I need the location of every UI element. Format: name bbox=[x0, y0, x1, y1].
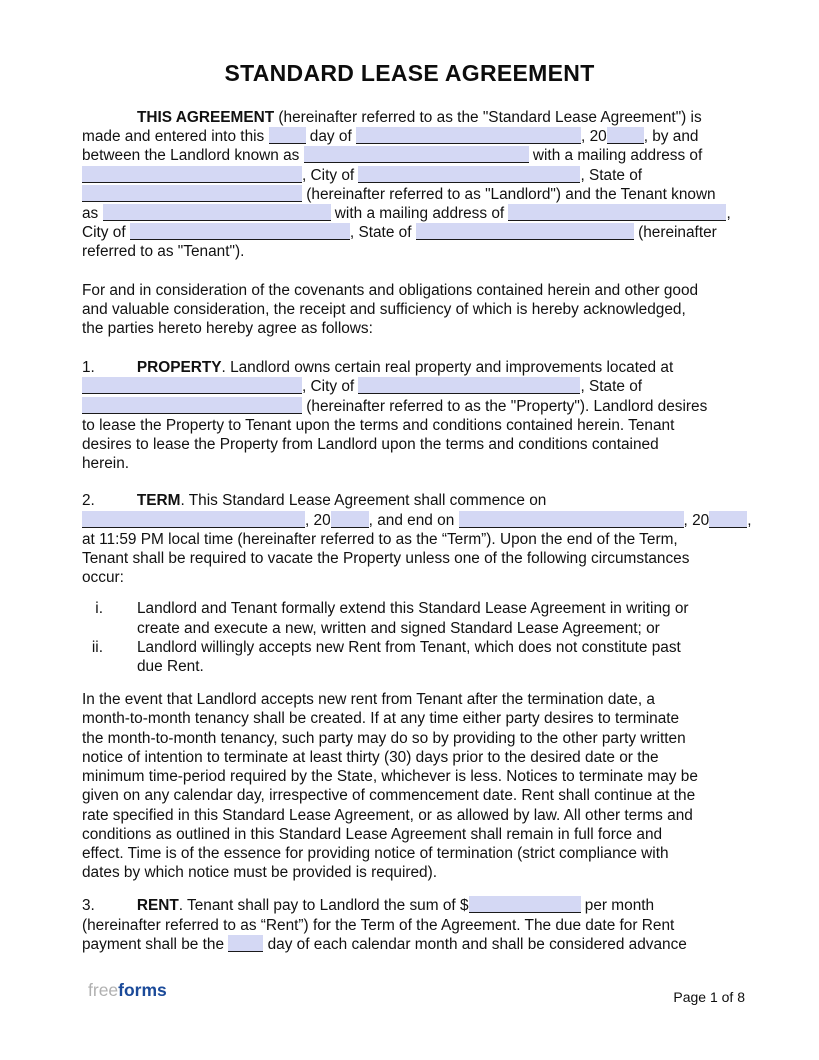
text-run: For and in consideration of the covenants and obligations contained herein and other good bbox=[82, 281, 699, 299]
text-run: minimum time-period required by the State, whichever is less. Notices to terminate may be bbox=[82, 768, 698, 786]
bold-text-run: THIS AGREEMENT bbox=[137, 109, 275, 126]
text-run: made and entered into this bbox=[82, 128, 269, 146]
text-line bbox=[82, 568, 778, 587]
text-run: with a mailing address of bbox=[528, 147, 703, 165]
text-run: . Tenant shall pay to Landlord the sum of $ bbox=[178, 897, 469, 915]
text-run: rate specified in this Standard Lease Agreement, or as allowed by law. All other terms and bbox=[82, 806, 693, 824]
text-line bbox=[82, 491, 778, 510]
text-line bbox=[82, 748, 778, 767]
fillable-blank-field[interactable] bbox=[469, 896, 581, 913]
text-line bbox=[82, 127, 778, 146]
paragraph-agreement-intro bbox=[82, 108, 778, 262]
text-run: occur: bbox=[82, 569, 124, 587]
list-item-text bbox=[137, 599, 689, 637]
term-conditions-list bbox=[82, 599, 778, 676]
text-run: herein. bbox=[82, 455, 130, 473]
fillable-blank-field[interactable] bbox=[228, 935, 263, 952]
text-run: payment shall be the bbox=[82, 935, 229, 953]
text-line bbox=[82, 935, 778, 954]
text-line bbox=[82, 166, 778, 185]
fillable-blank-field[interactable] bbox=[82, 377, 302, 394]
text-run: effect. Time is of the essence for providing notice of termination (strict compliance with bbox=[82, 844, 669, 862]
text-run: , 20 bbox=[683, 511, 710, 529]
fillable-blank-field[interactable] bbox=[82, 185, 302, 202]
document-title: STANDARD LEASE AGREEMENT bbox=[224, 60, 595, 86]
text-run: , State of bbox=[349, 224, 416, 242]
list-item bbox=[82, 599, 778, 637]
list-item-text bbox=[137, 638, 681, 676]
text-line bbox=[137, 638, 681, 657]
text-run: (hereinafter referred to as the "Standard Lease Agreement") is bbox=[274, 109, 702, 126]
list-item bbox=[82, 638, 778, 676]
logo-forms-text: forms bbox=[118, 980, 167, 1000]
text-run: City of bbox=[82, 224, 130, 242]
text-run: , 20 bbox=[581, 128, 607, 146]
text-run: , by and bbox=[643, 128, 699, 146]
text-run: referred to as "Tenant"). bbox=[82, 243, 245, 261]
text-run: with a mailing address of bbox=[330, 205, 509, 223]
text-line bbox=[82, 896, 778, 915]
text-run: , State of bbox=[580, 166, 643, 184]
text-run: the month-to-month tenancy, such party may do so by providing to the other party written bbox=[82, 729, 686, 747]
fillable-blank-field[interactable] bbox=[358, 377, 580, 394]
text-run: at 11:59 PM local time (hereinafter referred to as the “Term”). Upon the end of the Term, bbox=[82, 530, 678, 548]
text-line bbox=[82, 709, 778, 728]
text-line bbox=[82, 825, 778, 844]
section-3-rent bbox=[82, 896, 778, 954]
text-line bbox=[82, 729, 778, 748]
text-run: Landlord and Tenant formally extend this Standard Lease Agreement in writing or bbox=[137, 600, 689, 618]
text-line bbox=[82, 223, 778, 242]
text-line bbox=[82, 108, 778, 127]
fillable-blank-field[interactable] bbox=[82, 166, 302, 183]
text-line bbox=[82, 767, 778, 786]
list-item-number: ii. bbox=[91, 638, 103, 656]
bold-text-run: PROPERTY bbox=[136, 359, 222, 377]
text-run: notice of intention to terminate at least thirty (30) days prior to the desired date or the bbox=[82, 748, 659, 766]
paragraph-consideration bbox=[82, 281, 778, 339]
bold-text-run: TERM bbox=[136, 492, 181, 510]
text-run: per month bbox=[580, 897, 655, 915]
text-line bbox=[82, 377, 778, 396]
fillable-blank-field[interactable] bbox=[82, 511, 305, 528]
text-line bbox=[82, 416, 778, 435]
text-line bbox=[82, 358, 778, 377]
text-run: Landlord willingly accepts new Rent from Tenant, which does not constitute past bbox=[137, 638, 681, 656]
text-line bbox=[82, 435, 778, 454]
fillable-blank-field[interactable] bbox=[508, 204, 726, 221]
text-line bbox=[82, 916, 778, 935]
text-line bbox=[82, 786, 778, 805]
document-body bbox=[82, 108, 778, 954]
text-line bbox=[82, 863, 778, 882]
text-run: . Landlord owns certain real property and improvements located at bbox=[221, 359, 674, 377]
fillable-blank-field[interactable] bbox=[709, 511, 747, 528]
fillable-blank-field[interactable] bbox=[103, 204, 331, 221]
text-line bbox=[82, 300, 778, 319]
fillable-blank-field[interactable] bbox=[356, 127, 581, 144]
fillable-blank-field[interactable] bbox=[304, 146, 529, 163]
text-line bbox=[82, 844, 778, 863]
text-line bbox=[82, 511, 778, 530]
text-line bbox=[82, 454, 778, 473]
text-run: 2. bbox=[82, 492, 95, 510]
text-run: conditions as outlined in this Standard Lease Agreement shall remain in full force and bbox=[82, 825, 663, 843]
text-run: between the Landlord known as bbox=[82, 147, 304, 165]
text-run: , bbox=[747, 511, 752, 529]
text-run: day of bbox=[305, 128, 357, 146]
text-run: day of each calendar month and shall be considered advance bbox=[263, 935, 687, 953]
text-run: (hereinafter referred to as “Rent”) for the Term of the Agreement. The due date for Rent bbox=[82, 916, 675, 934]
fillable-blank-field[interactable] bbox=[269, 127, 306, 144]
paragraph-holdover-tenancy bbox=[82, 690, 778, 882]
text-run: the parties hereto hereby agree as follows: bbox=[82, 320, 373, 338]
fillable-blank-field[interactable] bbox=[358, 166, 580, 183]
text-run: month-to-month tenancy shall be created. If at any time either party desires to terminate bbox=[82, 710, 680, 728]
fillable-blank-field[interactable] bbox=[82, 397, 302, 414]
text-line bbox=[137, 599, 689, 618]
text-run: In the event that Landlord accepts new rent from Tenant after the termination date, a bbox=[82, 691, 655, 709]
text-run: . This Standard Lease Agreement shall commence on bbox=[180, 492, 547, 510]
list-item-number: i. bbox=[95, 600, 103, 618]
text-line bbox=[82, 530, 778, 549]
text-run: dates by which notice must be provided is required). bbox=[82, 864, 438, 882]
text-run: (hereinafter referred to as "Landlord") and the Tenant known bbox=[302, 185, 716, 203]
text-line bbox=[82, 397, 778, 416]
text-run: , bbox=[726, 205, 731, 223]
text-run: and valuable consideration, the receipt and sufficiency of which is hereby acknowledged, bbox=[82, 300, 686, 318]
page-footer bbox=[88, 980, 745, 1005]
text-run: , City of bbox=[302, 166, 359, 184]
text-line bbox=[82, 281, 778, 300]
text-run: as bbox=[82, 205, 103, 223]
text-run: given on any calendar day, irrespective of commencement date. Rent shall continue at the bbox=[82, 787, 696, 805]
text-run: to lease the Property to Tenant upon the terms and conditions contained herein. Tenant bbox=[82, 416, 675, 434]
fillable-blank-field[interactable] bbox=[459, 511, 684, 528]
text-run: Tenant shall be required to vacate the Property unless one of the following circumstances bbox=[82, 550, 690, 568]
text-line bbox=[137, 619, 689, 638]
text-run: , and end on bbox=[368, 511, 459, 529]
text-run: , State of bbox=[580, 378, 643, 396]
fillable-blank-field[interactable] bbox=[331, 511, 369, 528]
page-number-label: Page 1 of 8 bbox=[673, 989, 745, 1005]
text-run: due Rent. bbox=[137, 658, 204, 676]
text-line bbox=[82, 319, 778, 338]
text-line bbox=[82, 549, 778, 568]
text-run: , 20 bbox=[305, 511, 331, 529]
text-line bbox=[82, 242, 778, 261]
text-run: , City of bbox=[302, 378, 359, 396]
fillable-blank-field[interactable] bbox=[607, 127, 644, 144]
text-line bbox=[137, 657, 681, 676]
section-1-property bbox=[82, 358, 778, 473]
text-line bbox=[82, 806, 778, 825]
text-run: create and execute a new, written and signed Standard Lease Agreement; or bbox=[137, 619, 660, 637]
text-run: 3. bbox=[82, 897, 95, 915]
logo-free-text: free bbox=[88, 980, 119, 1000]
text-run: (hereinafter referred to as the "Property"). Landlord desires bbox=[302, 397, 708, 415]
text-line bbox=[82, 185, 778, 204]
bold-text-run: RENT bbox=[136, 897, 179, 915]
text-line bbox=[82, 204, 778, 223]
freeforms-logo bbox=[88, 980, 167, 1000]
text-run: desires to lease the Property from Landlord upon the terms and conditions contained bbox=[82, 436, 659, 454]
text-run: 1. bbox=[82, 359, 95, 377]
text-line bbox=[82, 690, 778, 709]
fillable-blank-field[interactable] bbox=[416, 223, 634, 240]
section-2-term bbox=[82, 491, 778, 587]
text-run: (hereinafter bbox=[633, 224, 717, 242]
fillable-blank-field[interactable] bbox=[130, 223, 350, 240]
text-line bbox=[82, 146, 778, 165]
